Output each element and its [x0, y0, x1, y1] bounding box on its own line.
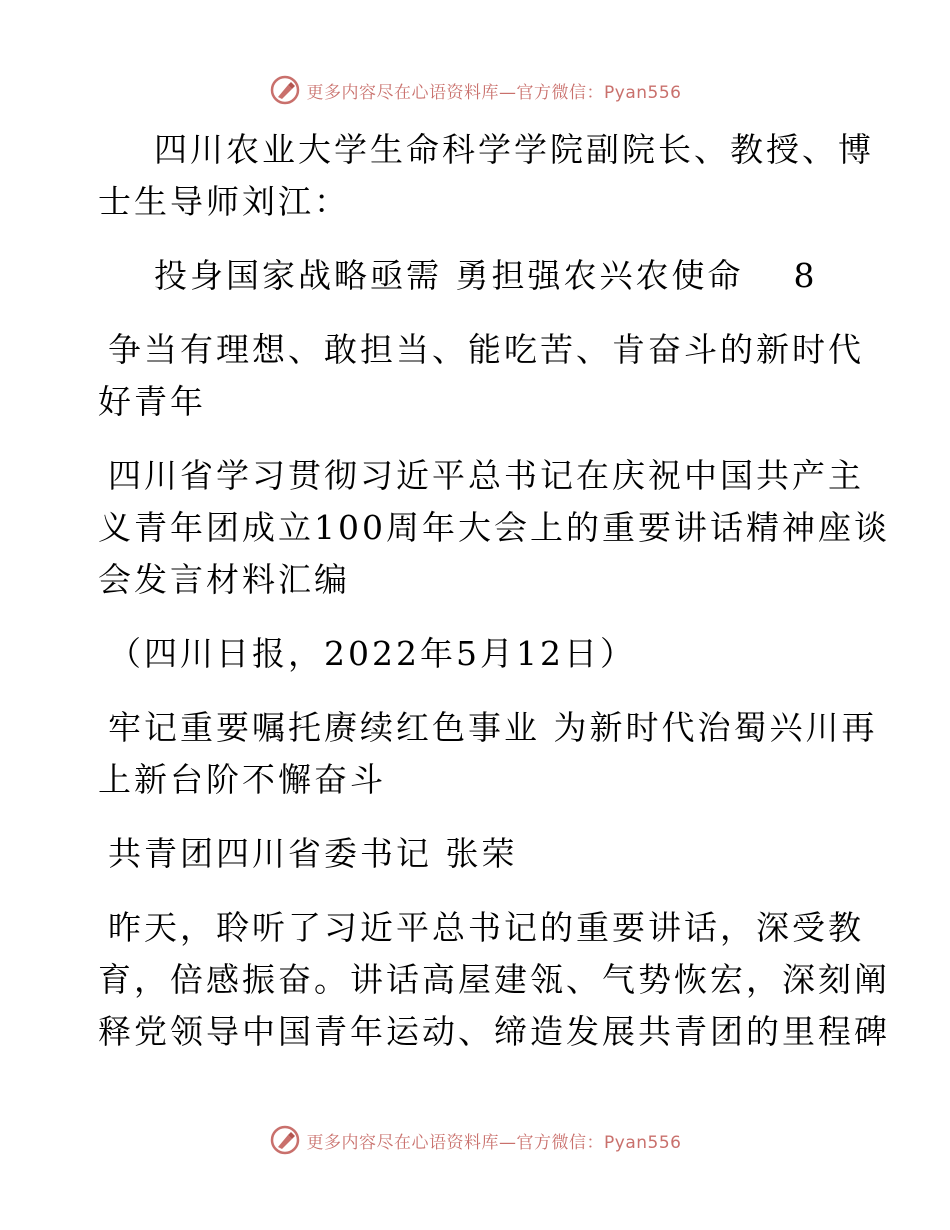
text-line: 义青年团成立100周年大会上的重要讲话精神座谈	[98, 508, 890, 547]
text-line: 上新台阶不懈奋斗	[98, 760, 386, 799]
toc-entry-title: 投身国家战略亟需 勇担强农兴农使命	[154, 256, 744, 295]
paragraph-compilation-title	[98, 450, 890, 606]
paragraph-slogan	[98, 324, 864, 428]
watermark-text: 更多内容尽在心语资料库—官方微信：Pyan556	[306, 82, 682, 103]
article-author: 共青团四川省委书记 张荣	[108, 834, 518, 873]
footer-watermark	[0, 1125, 950, 1155]
text-line: 牢记重要嘱托赓续红色事业 为新时代治蜀兴川再	[108, 708, 878, 747]
pen-nib-logo-icon	[269, 1124, 301, 1156]
text-line: 好青年	[98, 382, 206, 421]
toc-page-number: 8	[793, 256, 818, 295]
text-line: 释党领导中国青年运动、缔造发展共青团的里程碑	[98, 1012, 890, 1051]
document-body	[98, 124, 890, 1058]
paragraph-author-intro	[98, 124, 874, 228]
source-note: （四川日报，2022年5月12日）	[108, 634, 636, 673]
text-line: 四川省学习贯彻习近平总书记在庆祝中国共产主	[108, 456, 864, 495]
paragraph-body	[98, 902, 890, 1058]
text-line: 会发言材料汇编	[98, 560, 350, 599]
toc-entry	[98, 250, 858, 302]
text-line: 昨天，聆听了习近平总书记的重要讲话，深受教	[108, 908, 864, 947]
pen-nib-logo-icon	[269, 74, 301, 106]
watermark-text: 更多内容尽在心语资料库—官方微信：Pyan556	[306, 1132, 682, 1153]
text-line: 争当有理想、敢担当、能吃苦、肯奋斗的新时代	[108, 330, 864, 369]
text-line: 士生导师刘江：	[98, 182, 350, 221]
header-watermark	[0, 75, 950, 105]
text-line: 四川农业大学生命科学学院副院长、教授、博	[154, 130, 874, 169]
text-line: 育，倍感振奋。讲话高屋建瓴、气势恢宏，深刻阐	[98, 960, 890, 999]
paragraph-article-title	[98, 702, 878, 806]
